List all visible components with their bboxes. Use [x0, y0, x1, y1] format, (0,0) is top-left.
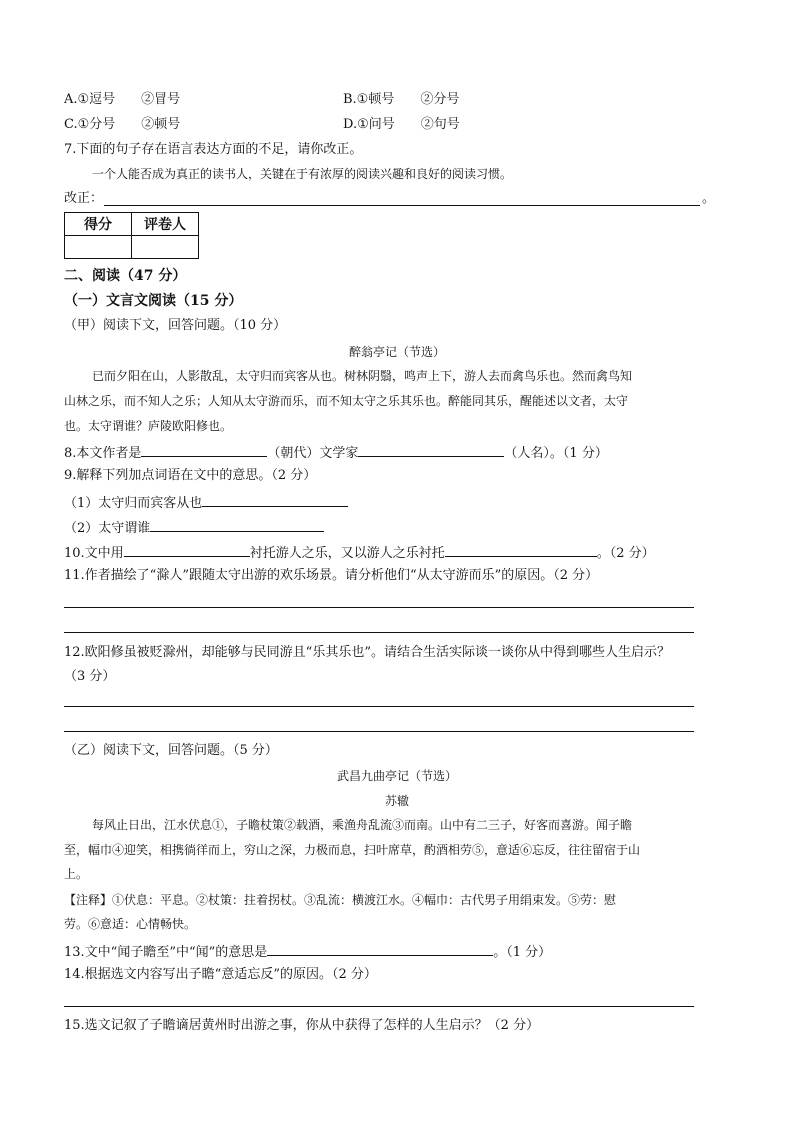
question-8-mid: （朝代）文学家: [267, 446, 359, 461]
jia-passage-line-1: 已而夕阳在山，人影散乱，太守归而宾客从也。树林阴翳，鸣声上下，游人去而禽鸟乐也。然而禽鸟知: [92, 369, 633, 383]
grader-cell[interactable]: [132, 236, 199, 259]
question-9: 9.解释下列加点词语在文中的意思。（2 分）: [64, 468, 317, 483]
yi-passage-title: 武昌九曲亭记（节选）: [336, 769, 457, 783]
option-c: C.①分号 ②顿号: [64, 117, 181, 132]
jia-passage-line-3: 也。太守谓谁？庐陵欧阳修也。: [64, 419, 233, 433]
question-12-answer-line-2[interactable]: [64, 731, 694, 732]
question-11-answer-line-1[interactable]: [64, 607, 694, 608]
question-13-prefix: 13.文中“闻子瞻至”中“闻”的意思是: [64, 945, 268, 960]
question-11: 11.作者描绘了“滁人”跟随太守出游的欢乐场景。请分析他们“从太守游而乐”的原因。（2 分）: [64, 568, 599, 583]
question-15: 15.选文记叙了子瞻谪居黄州时出游之事，你从中获得了怎样的人生启示？（2 分）: [64, 1018, 540, 1033]
question-10-blank-1[interactable]: [124, 543, 250, 557]
grader-header: 评卷人: [132, 213, 199, 236]
yi-instruction: （乙）阅读下文，回答问题。（5 分）: [64, 743, 278, 758]
yi-passage-line-1: 每风止日出，江水伏息①，子瞻杖策②载酒，乘渔舟乱流③而南。山中有二三子，好客而喜游。闻子瞻: [92, 818, 633, 832]
yi-passage-line-2: 至，幅巾④迎笑，相携徜徉而上，穷山之深，力极而息，扫叶席草，酌酒相劳⑤，意适⑥忘反，往往留宿于山: [64, 843, 641, 857]
question-10-mid: 衬托游人之乐，又以游人之乐衬托: [249, 546, 445, 561]
question-8-suffix: （人名）。（1 分）: [504, 446, 608, 461]
question-8-prefix: 8.本文作者是: [64, 446, 142, 461]
question-14: 14.根据选文内容写出子瞻“意适忘反”的原因。（2 分）: [64, 967, 377, 982]
question-10-prefix: 10.文中用: [64, 546, 124, 561]
question-9-item-1-text: （1）太守归而宾客从也: [64, 496, 203, 511]
question-13: [64, 942, 551, 961]
yi-notes-line-1: 【注释】①伏息：平息。②杖策：拄着拐杖。③乱流：横渡江水。④幅巾：古代男子用绢束发。⑤劳：慰: [64, 893, 617, 907]
question-9-item-1-blank[interactable]: [202, 493, 348, 507]
question-8-dynasty-blank[interactable]: [141, 443, 267, 457]
question-7-answer-line[interactable]: [104, 205, 700, 206]
option-a: A.①逗号 ②冒号: [64, 92, 181, 107]
score-header: 得分: [65, 213, 132, 236]
jia-passage-line-2: 山林之乐，而不知人之乐；人知从太守游而乐，而不知太守之乐其乐也。醉能同其乐，醒能述以文者，太守: [64, 394, 629, 408]
question-11-answer-line-2[interactable]: [64, 632, 694, 633]
question-13-suffix: 。（1 分）: [493, 945, 552, 960]
question-12-answer-line-1[interactable]: [64, 706, 694, 707]
section-2-title: 二、阅读（47 分）: [64, 268, 187, 284]
question-10-suffix: 。（2 分）: [596, 546, 655, 561]
question-7: 7.下面的句子存在语言表达方面的不足，请你改正。: [64, 142, 363, 157]
question-7-sentence: 一个人能否成为真正的读书人，关键在于有浓厚的阅读兴趣和良好的阅读习惯。: [92, 167, 513, 181]
question-12: 12.欧阳修虽被贬滁州，却能够与民同游且“乐其乐也”。请结合生活实际谈一谈你从中得到哪些人生启示？: [64, 645, 670, 660]
question-8: [64, 443, 608, 462]
question-9-item-1: [64, 493, 348, 512]
option-d: D.①问号 ②句号: [343, 117, 460, 132]
question-12-score: （3 分）: [64, 669, 116, 684]
yi-passage-author: 苏辙: [384, 794, 409, 808]
question-8-name-blank[interactable]: [358, 443, 504, 457]
question-9-item-2-blank[interactable]: [150, 518, 324, 532]
score-table: [64, 212, 199, 259]
option-b: B.①顿号 ②分号: [343, 92, 460, 107]
question-10: [64, 543, 655, 562]
jia-instruction: （甲）阅读下文，回答问题。（10 分）: [64, 318, 287, 333]
question-9-item-2-text: （2）太守谓谁: [64, 521, 151, 536]
yi-passage-line-3: 上。: [64, 867, 89, 881]
subsection-1-title: （一）文言文阅读（15 分）: [64, 293, 243, 309]
question-9-item-2: [64, 518, 324, 537]
score-cell[interactable]: [65, 236, 132, 259]
question-7-end-mark: 。: [702, 191, 716, 206]
jia-passage-title: 醉翁亭记（节选）: [348, 345, 445, 359]
question-10-blank-2[interactable]: [445, 543, 597, 557]
question-7-answer-label: 改正：: [64, 191, 104, 206]
question-14-answer-line[interactable]: [64, 1006, 694, 1007]
question-13-blank[interactable]: [267, 942, 493, 956]
yi-notes-line-2: 劳。⑥意适：心情畅快。: [64, 917, 197, 931]
